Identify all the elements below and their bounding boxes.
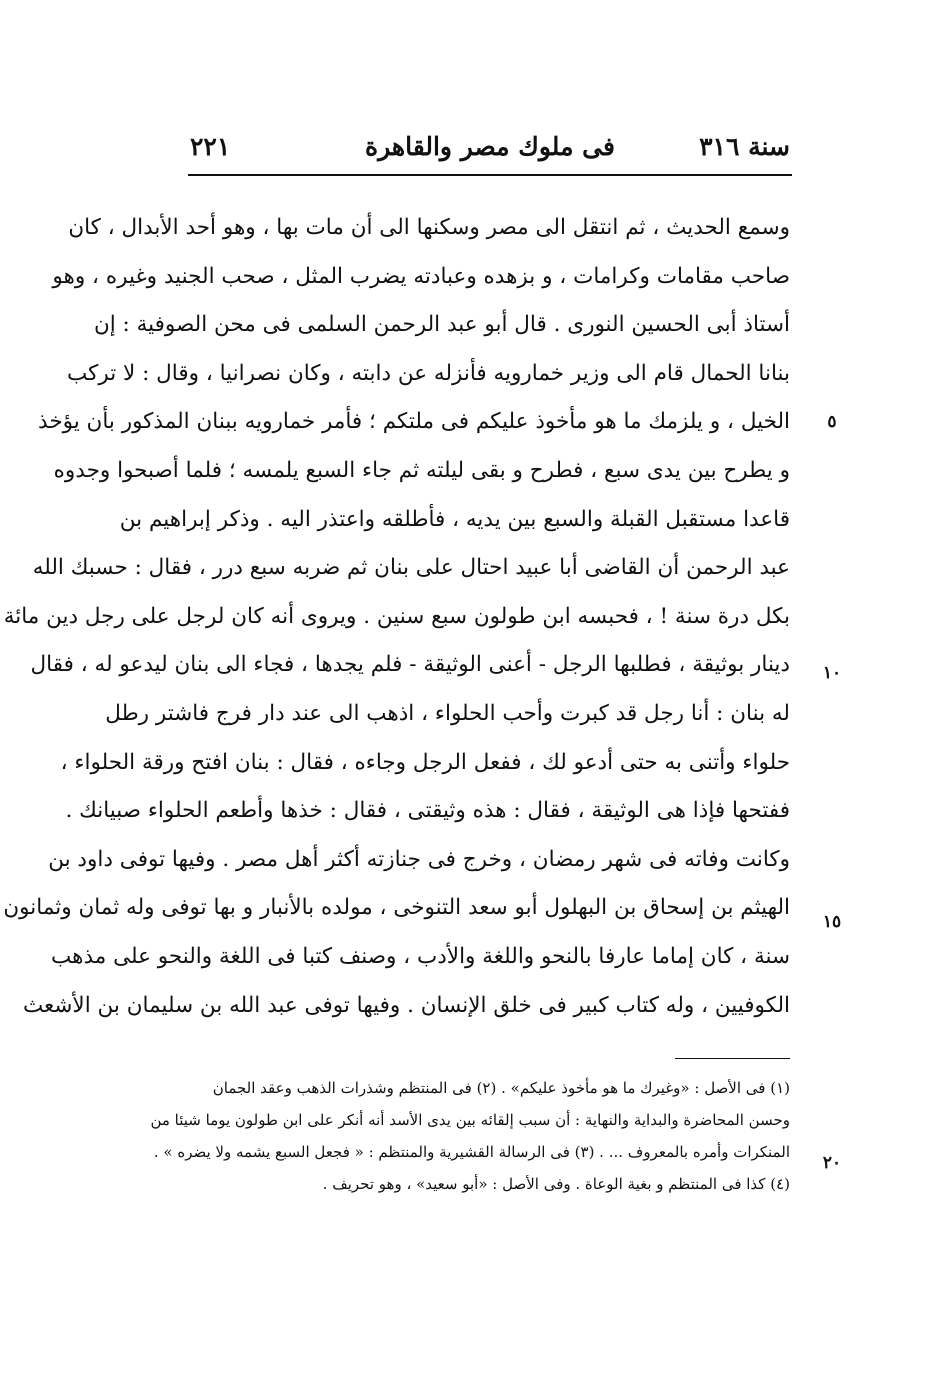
main-text — [3, 204, 790, 1030]
line-number-20: ٢٠ — [822, 1153, 842, 1173]
text-line: سنة ، كان إماما عارفا بالنحو واللغة والأدب ، وصنف كتبا فى اللغة والنحو على مذهب — [51, 943, 790, 969]
text-line: الهيثم بن إسحاق بن البهلول أبو سعد التنوخى ، مولده بالأنبار و بها توفى وله ثمان وثمانون — [3, 895, 790, 921]
text-line: بنانا الحمال قام الى وزير خمارويه فأنزله عن دابته ، وكان نصرانيا ، وقال : لا تركب — [66, 360, 790, 386]
text-line: وكانت وفاته فى شهر رمضان ، وخرج فى جنازته أكثر أهل مصر . وفيها توفى داود بن — [48, 846, 790, 872]
text-line: صاحب مقامات وكرامات ، و بزهده وعبادته يضرب المثل ، صحب الجنيد وغيره ، وهو — [52, 263, 790, 289]
text-line: أستاذ أبى الحسين النورى . قال أبو عبد الرحمن السلمى فى محن الصوفية : إن — [93, 312, 790, 338]
line-number-10: ١٠ — [822, 663, 842, 683]
text-line: عبد الرحمن أن القاضى أبا عبيد احتال على بنان ثم ضربه سبع درر ، فقال : حسبك الله — [32, 555, 790, 581]
text-line: وسمع الحديث ، ثم انتقل الى مصر وسكنها الى أن مات بها ، وهو أحد الأبدال ، كان — [68, 215, 790, 240]
text-line: الكوفيين ، وله كتاب كبير فى خلق الإنسان . وفيها توفى عبد الله بن سليمان بن الأشعث — [22, 992, 790, 1018]
text-line: له بنان : أنا رجل قد كبرت وأحب الحلواء ، اذهب الى عند دار فرج فاشتر رطل — [105, 700, 790, 726]
text-line: و يطرح بين يدى سبع ، فطرح و بقى ليلته ثم جاء السبع يلمسه ؛ فلما أصبحوا وجدوه — [53, 457, 790, 483]
text-line: ففتحها فإذا هى الوثيقة ، فقال : هذه وثيقتى ، فقال : خذها وأطعم الحلواء صبيانك . — [65, 798, 790, 824]
footnote-line: (٤) كذا فى المنتظم و بغية الوعاة . وفى الأصل : «أبو سعيد» ، وهو تحريف . — [322, 1175, 790, 1193]
header-year: سنة ٣١٦ — [699, 132, 790, 161]
footnotes — [150, 1072, 790, 1200]
text-line: قاعدا مستقبل القبلة والسبع بين يديه ، فأطلقه واعتذر اليه . وذكر إبراهيم بن — [119, 506, 790, 532]
line-number-5: ٥ — [827, 412, 837, 432]
running-header — [190, 126, 790, 174]
page-number: ٢٢١ — [190, 132, 231, 161]
footnote-line: (١) فى الأصل : «وغيرك ما هو مأخوذ عليكم» . (٢) فى المنتظم وشذرات الذهب وعقد الجمان — [212, 1079, 790, 1097]
header-rule — [188, 174, 792, 176]
line-number-15: ١٥ — [822, 912, 842, 932]
text-line: دينار بوثيقة ، فطلبها الرجل - أعنى الوثيقة - فلم يجدها ، فجاء الى بنان ليدعو له ، فقال — [30, 652, 790, 678]
footnote-rule — [675, 1058, 790, 1059]
footnote-line: وحسن المحاضرة والبداية والنهاية : أن سبب إلقائه بين يدى الأسد أنه أنكر على ابن طولون يوما شيئا من — [150, 1111, 790, 1129]
text-line: حلواء وأتنى به حتى أدعو لك ، ففعل الرجل وجاءه ، فقال : بنان افتح ورقة الحلواء ، — [60, 749, 790, 775]
footnote-line: المنكرات وأمره بالمعروف ... . (٣) فى الرسالة القشيرية والمنتظم : « فجعل السبع يشمه ولا يضره » . — [153, 1143, 790, 1161]
header-title: فى ملوك مصر والقاهرة — [365, 132, 615, 161]
text-line: بكل درة سنة ! ، فحبسه ابن طولون سبع سنين . ويروى أنه كان لرجل على رجل دين مائة — [3, 603, 790, 629]
text-line: الخيل ، و يلزمك ما هو مأخوذ عليكم فى ملتكم ؛ فأمر خمارويه ببنان المذكور بأن يؤخذ — [38, 409, 790, 435]
